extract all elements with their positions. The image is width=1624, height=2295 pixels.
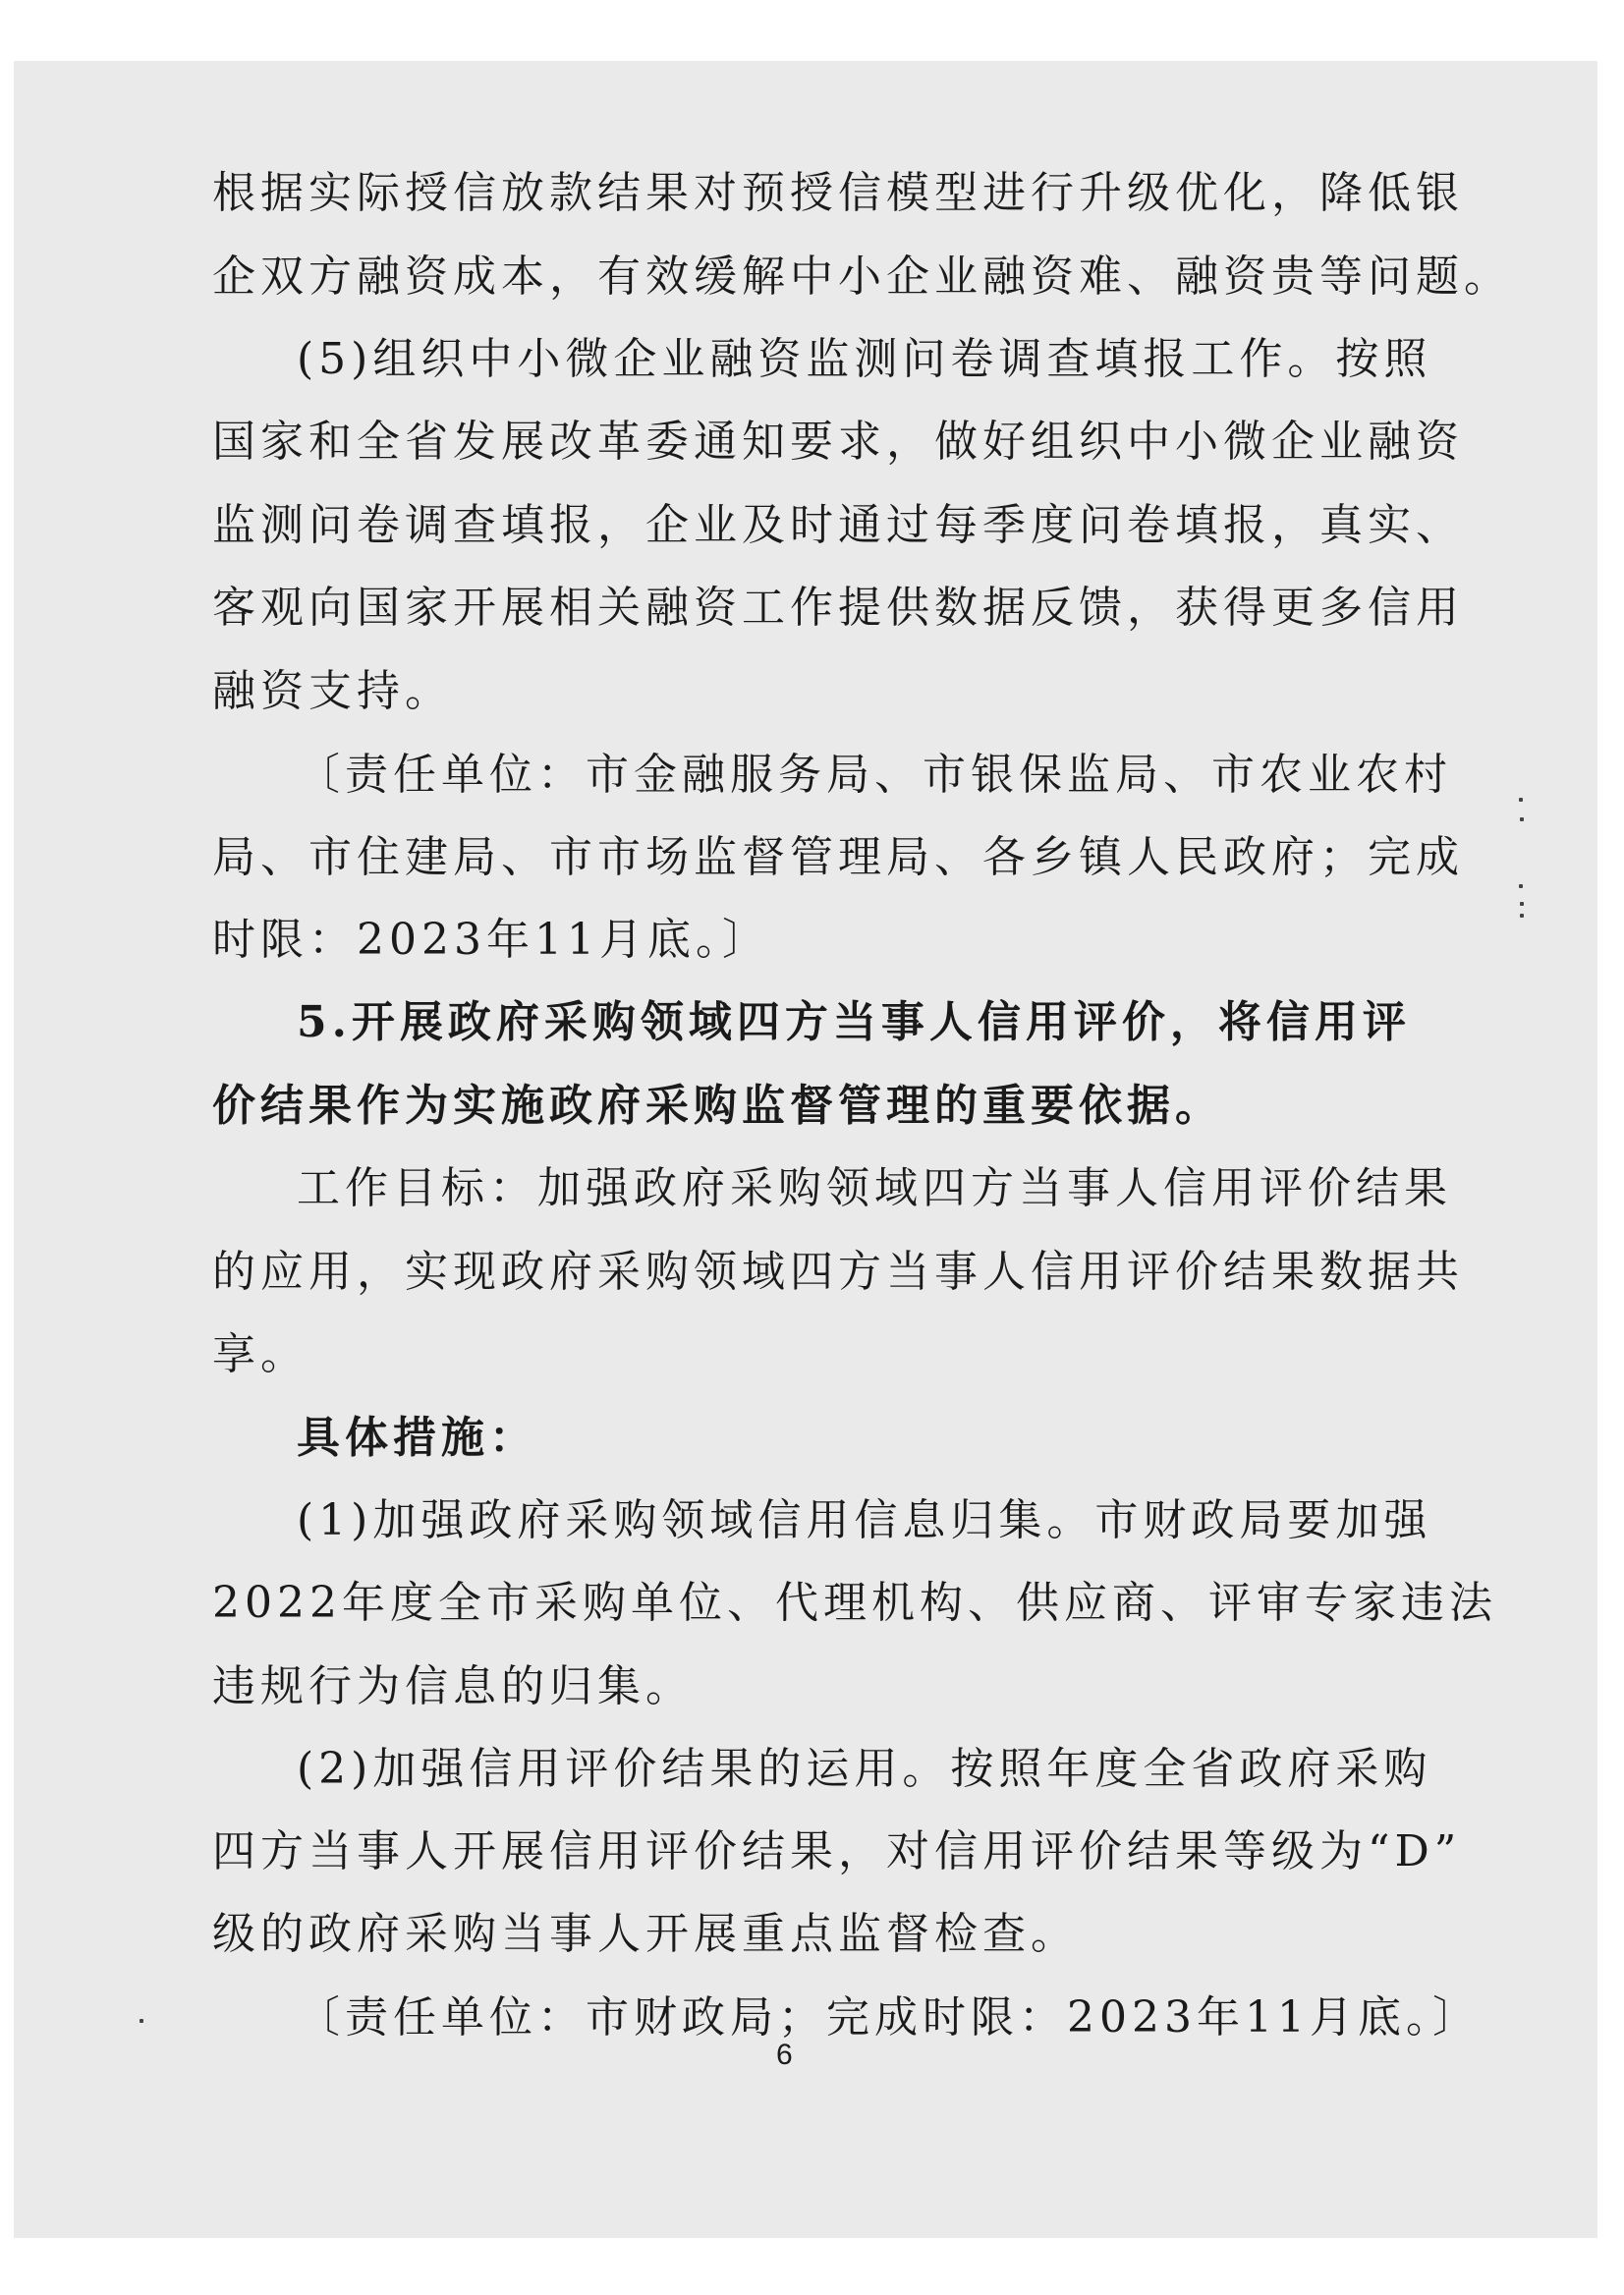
paragraph-line: 客观向国家开展相关融资工作提供数据反馈，获得更多信用 xyxy=(212,583,1464,633)
paragraph-line: 享。 xyxy=(212,1329,308,1379)
paragraph-line: (2)加强信用评价结果的运用。按照年度全省政府采购 xyxy=(297,1744,1432,1794)
paragraph-line: 国家和全省发展改革委通知要求，做好组织中小微企业融资 xyxy=(212,417,1464,467)
paragraph-line: 的应用，实现政府采购领域四方当事人信用评价结果数据共 xyxy=(212,1247,1464,1297)
responsibility-note: 〔责任单位：市财政局；完成时限：2023年11月底。〕 xyxy=(297,1992,1481,2043)
paragraph-line: (5)组织中小微企业融资监测问卷调查填报工作。按照 xyxy=(297,334,1432,384)
paragraph-line: 企双方融资成本，有效缓解中小企业融资难、融资贵等问题。 xyxy=(212,252,1512,302)
paragraph-line: 融资支持。 xyxy=(212,666,453,716)
scan-speck xyxy=(1520,914,1524,918)
scan-speck xyxy=(1520,902,1524,906)
paragraph-line: 级的政府采购当事人开展重点监督检查。 xyxy=(212,1909,1079,1959)
paragraph-line: 违规行为信息的归集。 xyxy=(212,1661,694,1711)
paragraph-line: 四方当事人开展信用评价结果，对信用评价结果等级为“D” xyxy=(212,1826,1462,1876)
scan-speck xyxy=(140,2019,143,2023)
paragraph-line: 工作目标：加强政府采购领域四方当事人信用评价结果 xyxy=(297,1163,1452,1213)
paragraph-line: 2022年度全市采购单位、代理机构、供应商、评审专家违法 xyxy=(212,1578,1497,1628)
paragraph-line: 监测问卷调查填报，企业及时通过每季度问卷填报，真实、 xyxy=(212,500,1464,550)
section-heading: 价结果作为实施政府采购监督管理的重要依据。 xyxy=(212,1081,1223,1131)
responsibility-note: 时限：2023年11月底。〕 xyxy=(212,915,770,965)
scan-speck xyxy=(1519,884,1523,888)
paragraph-line: (1)加强政府采购领域信用信息归集。市财政局要加强 xyxy=(297,1495,1432,1545)
scan-speck xyxy=(1519,798,1523,802)
scan-speck xyxy=(1520,817,1524,821)
paragraph-line: 根据实际授信放款结果对预授信模型进行升级优化，降低银 xyxy=(212,168,1464,218)
section-heading: 5.开展政府采购领域四方当事人信用评价，将信用评 xyxy=(297,997,1411,1047)
page-number: 6 xyxy=(776,2039,793,2071)
responsibility-note: 局、市住建局、市市场监督管理局、各乡镇人民政府；完成 xyxy=(212,832,1464,882)
subheading: 具体措施： xyxy=(297,1413,537,1463)
responsibility-note: 〔责任单位：市金融服务局、市银保监局、市农业农村 xyxy=(297,750,1452,800)
